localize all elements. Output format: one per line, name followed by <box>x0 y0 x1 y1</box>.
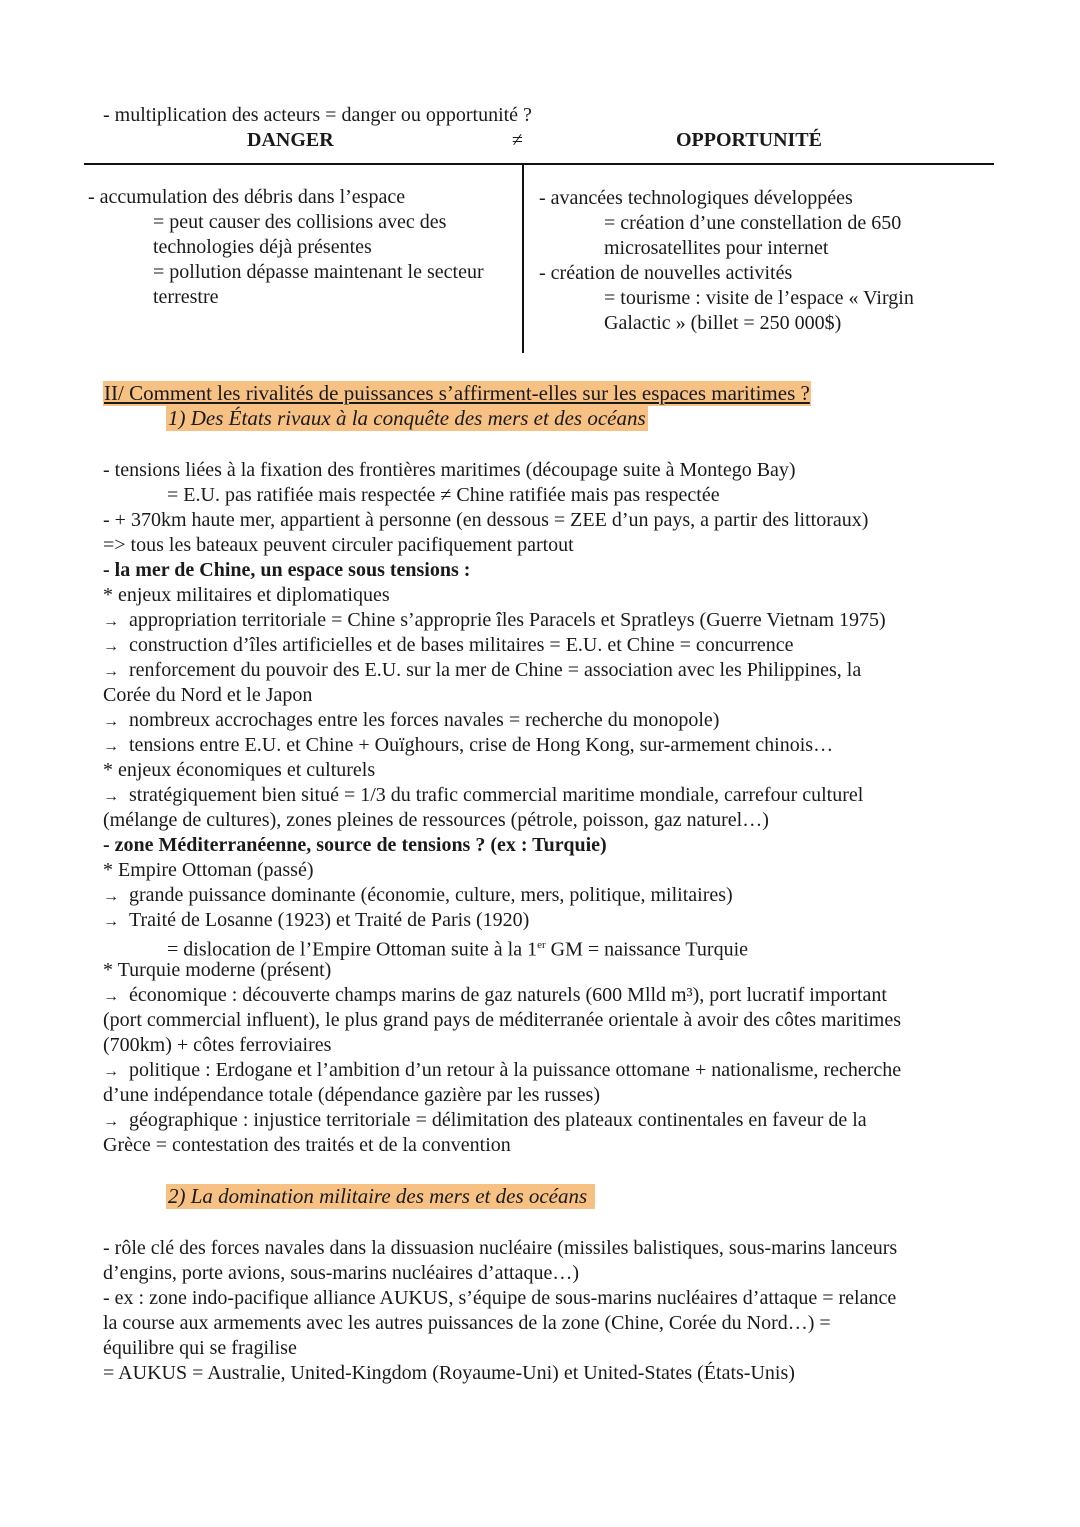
body-line: d’une indépendance totale (dépendance gazière par les russes) <box>103 1084 600 1106</box>
body-line: = dislocation de l’Empire Ottoman suite à la 1er GM = naissance Turquie <box>167 938 749 961</box>
intro-line: - multiplication des acteurs = danger ou opportunité ? <box>103 104 532 126</box>
arrow-icon: → <box>103 1113 119 1130</box>
danger-line: = peut causer des collisions avec des <box>153 211 447 233</box>
bullet-line: → renforcement du pouvoir des E.U. sur la mer de Chine = association avec les Philippines, la <box>103 658 861 684</box>
body-line: - + 370km haute mer, appartient à personne (en dessous = ZEE d’un pays, a partir des littoraux) <box>103 509 869 531</box>
bullet-line: → politique : Erdogane et l’ambition d’un retour à la puissance ottomane + nationalisme, recherche <box>103 1058 901 1084</box>
table-header-rule <box>84 163 994 165</box>
body-line: - rôle clé des forces navales dans la dissuasion nucléaire (missiles balistiques, sous-marins lanceurs <box>103 1237 898 1259</box>
arrow-icon: → <box>103 1063 119 1080</box>
danger-line: terrestre <box>153 286 219 308</box>
arrow-icon: → <box>103 613 119 630</box>
bullet-line: → nombreux accrochages entre les forces navales = recherche du monopole) <box>103 708 719 734</box>
table-column-divider <box>522 165 524 353</box>
body-line: = E.U. pas ratifiée mais respectée ≠ Chine ratifiée mais pas respectée <box>167 484 720 506</box>
danger-line: - accumulation des débris dans l’espace <box>88 186 406 208</box>
bullet-line: → tensions entre E.U. et Chine + Ouïghours, crise de Hong Kong, sur-armement chinois… <box>103 733 833 759</box>
body-line: (700km) + côtes ferroviaires <box>103 1034 332 1056</box>
bullet-line: → géographique : injustice territoriale = délimitation des plateaux continentales en faveur de la <box>103 1108 867 1134</box>
section-2-title: II/ Comment les rivalités de puissances s’affirment-elles sur les espaces maritimes ? <box>104 381 810 405</box>
body-line: * Empire Ottoman (passé) <box>103 859 314 881</box>
opportunity-line: = création d’une constellation de 650 <box>604 212 902 234</box>
arrow-icon: → <box>103 738 119 755</box>
body-line: Grèce = contestation des traités et de la convention <box>103 1134 511 1156</box>
body-heading: - zone Méditerranéenne, source de tensions ? (ex : Turquie) <box>103 834 607 856</box>
arrow-icon: → <box>103 663 119 680</box>
body-line: Corée du Nord et le Japon <box>103 684 313 706</box>
body-line: - tensions liées à la fixation des frontières maritimes (découpage suite à Montego Bay) <box>103 459 796 481</box>
opportunity-header: OPPORTUNITÉ <box>676 129 822 151</box>
danger-line: technologies déjà présentes <box>153 236 372 258</box>
body-line: (port commercial influent), le plus grand pays de méditerranée orientale à avoir des côtes maritimes <box>103 1009 902 1031</box>
arrow-icon: → <box>103 713 119 730</box>
bullet-line: → Traité de Losanne (1923) et Traité de Paris (1920) <box>103 908 529 934</box>
arrow-icon: → <box>103 788 119 805</box>
arrow-icon: → <box>103 638 119 655</box>
bullet-line: → stratégiquement bien situé = 1/3 du trafic commercial maritime mondiale, carrefour culturel <box>103 783 863 809</box>
not-equal-symbol: ≠ <box>512 129 523 151</box>
body-line: * Turquie moderne (présent) <box>103 959 332 981</box>
body-line: = AUKUS = Australie, United-Kingdom (Royaume-Uni) et United-States (États-Unis) <box>103 1362 795 1384</box>
subsection-1-title: 1) Des États rivaux à la conquête des mers et des océans <box>168 406 646 430</box>
opportunity-line: microsatellites pour internet <box>604 237 829 259</box>
body-line: d’engins, porte avions, sous-marins nucléaires d’attaque…) <box>103 1262 579 1284</box>
body-line: (mélange de cultures), zones pleines de ressources (pétrole, poisson, gaz naturel…) <box>103 809 769 831</box>
opportunity-line: - création de nouvelles activités <box>539 262 793 284</box>
body-line: la course aux armements avec les autres puissances de la zone (Chine, Corée du Nord…) = <box>103 1312 831 1334</box>
body-line: * enjeux économiques et culturels <box>103 759 376 781</box>
opportunity-line: = tourisme : visite de l’espace « Virgin <box>604 287 914 309</box>
body-heading: - la mer de Chine, un espace sous tensions : <box>103 559 471 581</box>
arrow-icon: → <box>103 913 119 930</box>
bullet-line: → économique : découverte champs marins de gaz naturels (600 Mlld m³), port lucratif important <box>103 983 887 1009</box>
bullet-line: → construction d’îles artificielles et de bases militaires = E.U. et Chine = concurrence <box>103 633 794 659</box>
body-line: équilibre qui se fragilise <box>103 1337 297 1359</box>
bullet-line: → grande puissance dominante (économie, culture, mers, politique, militaires) <box>103 883 733 909</box>
body-line: * enjeux militaires et diplomatiques <box>103 584 390 606</box>
body-line: - ex : zone indo-pacifique alliance AUKUS, s’équipe de sous-marins nucléaires d’attaque = relance <box>103 1287 897 1309</box>
body-line: => tous les bateaux peuvent circuler pacifiquement partout <box>103 534 574 556</box>
danger-header: DANGER <box>247 129 334 151</box>
opportunity-line: - avancées technologiques développées <box>539 187 853 209</box>
arrow-icon: → <box>103 988 119 1005</box>
arrow-icon: → <box>103 888 119 905</box>
subsection-2-title: 2) La domination militaire des mers et des océans <box>166 1184 595 1209</box>
bullet-line: → appropriation territoriale = Chine s’approprie îles Paracels et Spratleys (Guerre Vietnam 1975) <box>103 608 886 634</box>
opportunity-line: Galactic » (billet = 250 000$) <box>604 312 842 334</box>
danger-line: = pollution dépasse maintenant le secteur <box>153 261 484 283</box>
